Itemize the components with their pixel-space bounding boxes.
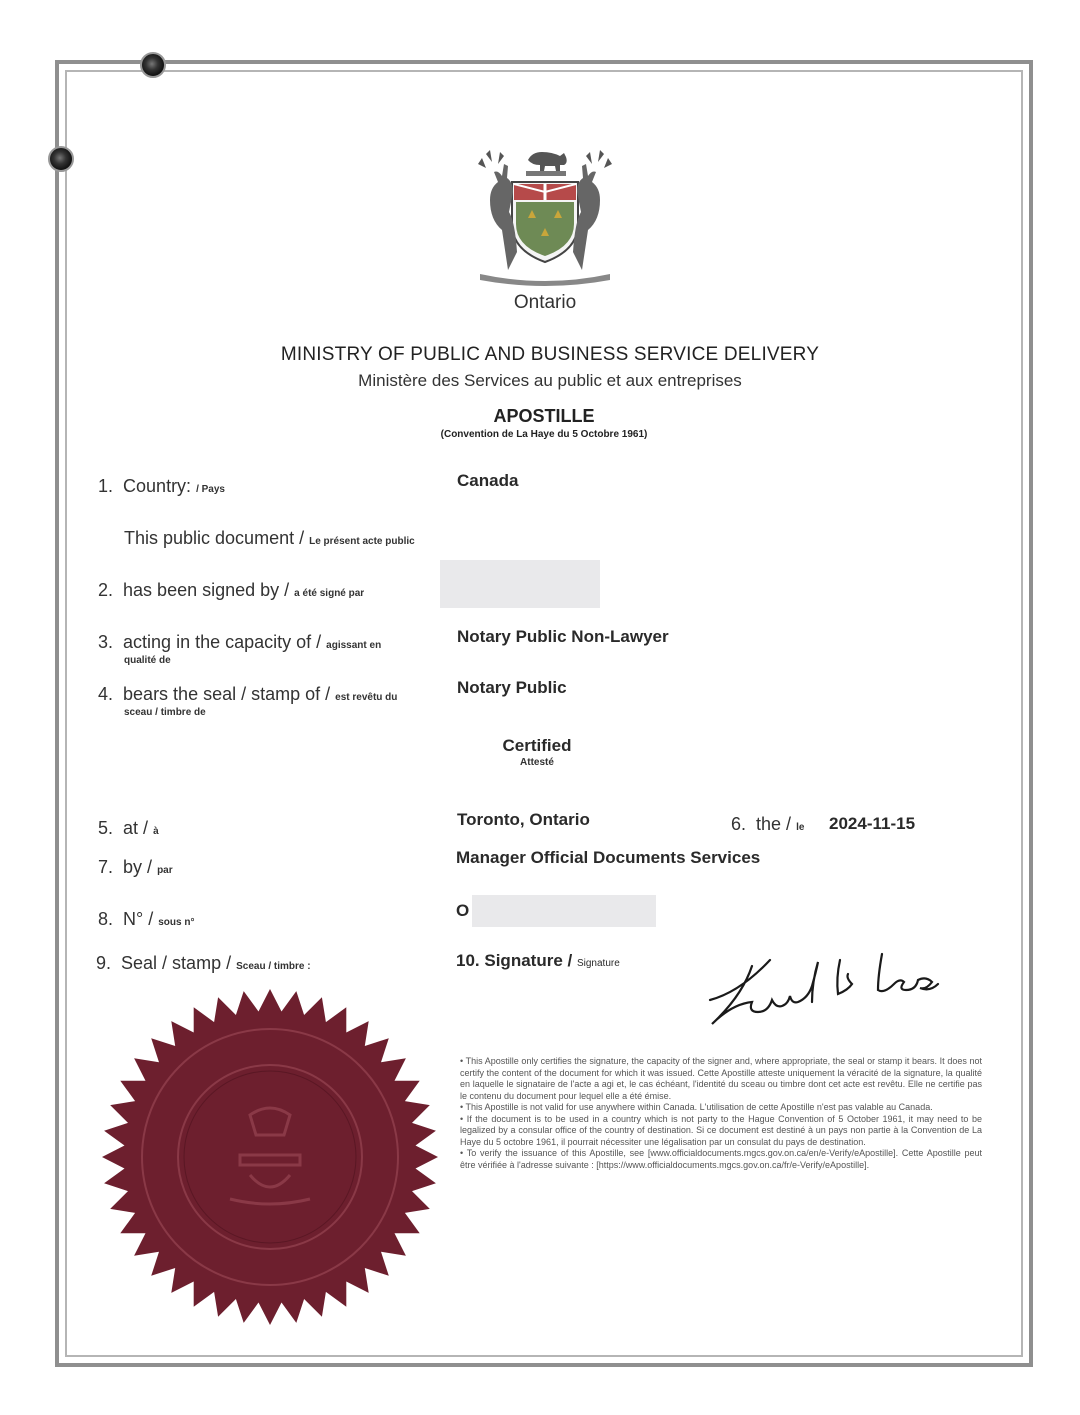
embossed-red-seal (100, 985, 440, 1330)
field-by-label: 7. by / par (98, 857, 173, 877)
note-2: • This Apostille is not valid for use anywhere within Canada. L'utilisation de cette Apostille n'est pas valable au Canada. (460, 1102, 933, 1112)
note-3: • If the document is to be used in a country which is not party to the Hague Convention of 5 October 1961, it may need to be legalized by a consular office of the country of destination. Si ce document est destiné à un pays non partie à la Convention de La Haye du 5 octobre 1961, il pourrait nécessiter une légalisation par un consulat du pays de destination. (460, 1113, 982, 1147)
document-title: APOSTILLE (493, 406, 595, 426)
field-seal-of-label-fr-cont: sceau / timbre de (124, 707, 206, 718)
field-signed-by-label: 2. has been signed by / a été signé par (98, 580, 365, 600)
ontario-label: Ontario (513, 292, 577, 313)
field-country-value: Canada (457, 471, 519, 490)
redacted-signer-name (440, 560, 600, 608)
certified-heading-fr: Attesté (520, 757, 554, 768)
note-1: • This Apostille only certifies the signature, the capacity of the signer and, where appropriate, the seal or stamp it bears. It does not certify the content of the document for which it was issued. Cette Apostille atteste uniquement la véracité de la signature, la qualité en laquelle le signataire de l'acte a agi et, le cas échéant, l'identité du sceau ou timbre dont cet acte est revêtu. Elle ne certifie pas le contenu du document pour lequel elle a été émise. (460, 1056, 982, 1101)
handwritten-signature (700, 940, 970, 1030)
field-seal-of-label: 4. bears the seal / stamp of / est revêtu du (98, 684, 398, 704)
field-date-label: 6. the / le (731, 814, 805, 834)
apostille-notes (460, 1056, 982, 1171)
field-by-value: Manager Official Documents Services (456, 848, 761, 867)
field-seal-of-value: Notary Public (457, 678, 567, 697)
certified-heading: Certified (502, 736, 572, 755)
field-date-value: 2024-11-15 (829, 814, 916, 833)
field-number-label: 8. N° / sous n° (98, 909, 195, 929)
public-document-label: This public document / Le présent acte public (124, 528, 415, 548)
grommet-left (48, 146, 74, 172)
field-place-value: Toronto, Ontario (457, 810, 590, 829)
field-number-value: O (456, 901, 470, 920)
field-seal-stamp-label: 9. Seal / stamp / Sceau / timbre : (96, 953, 311, 973)
ontario-coat-of-arms-icon (460, 140, 630, 290)
ministry-name-fr: Ministère des Services au public et aux entreprises (358, 371, 742, 390)
field-capacity-label-fr-cont: qualité de (124, 655, 171, 666)
convention-note: (Convention de La Haye du 5 Octobre 1961) (440, 429, 648, 440)
field-place-label: 5. at / à (98, 818, 159, 838)
ministry-name-en: MINISTRY OF PUBLIC AND BUSINESS SERVICE DELIVERY (280, 344, 820, 365)
field-signature-label: 10. Signature / Signature (456, 951, 620, 970)
redacted-document-number (472, 895, 656, 927)
note-4: • To verify the issuance of this Apostille, see [www.officialdocuments.mgcs.gov.on.ca/en/e-Verify/eApostille]. Cette Apostille peut être vérifiée à l'adresse suivante : [https://www.officialdocuments.mgcs.gov.on.ca/fr/e-Verify/eApostille]. (460, 1148, 982, 1170)
grommet-top (140, 52, 166, 78)
field-capacity-label: 3. acting in the capacity of / agissant en (98, 632, 382, 652)
field-country-label: 1. Country: / Pays (98, 476, 225, 496)
field-capacity-value: Notary Public Non-Lawyer (457, 627, 669, 646)
